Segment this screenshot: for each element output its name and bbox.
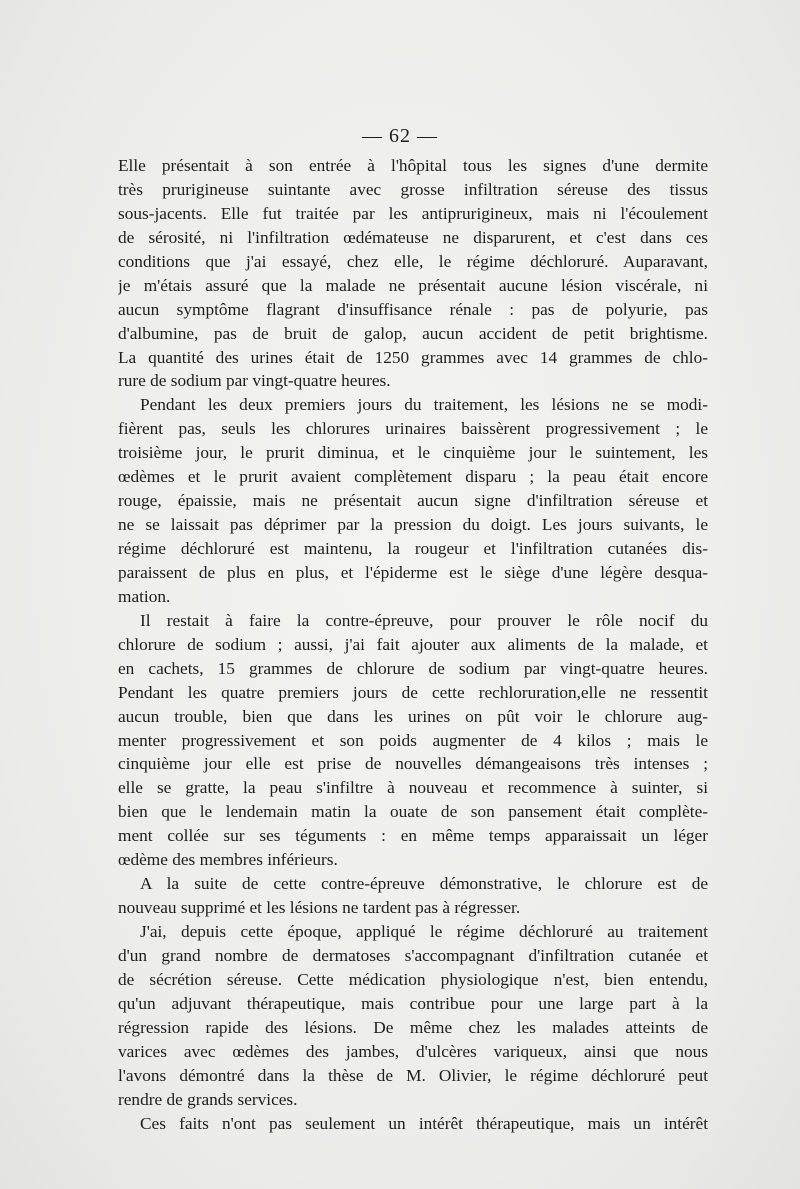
text-line: régression rapide des lésions. De même chez les malades atteints de [118,1017,708,1037]
text-line: régime déchloruré est maintenu, la rougeur et l'infiltration cutanées dis- [118,539,708,558]
text-line: chlorure de sodium ; aussi, j'ai fait ajouter aux aliments de la malade, et [118,634,708,654]
text-line: Ces faits n'ont pas seulement un intérêt thérapeutique, mais un intérêt [140,1113,708,1133]
text-line: qu'un adjuvant thérapeutique, mais contribue pour une large part à la [118,993,708,1013]
text-line: en cachets, 15 grammes de chlorure de sodium par vingt-quatre heures. [118,658,708,678]
text-line: Pendant les quatre premiers jours de cette rechloruration,elle ne ressentit [118,682,708,702]
text-line: rouge, épaissie, mais ne présentait aucun signe d'infiltration séreuse et [118,491,708,511]
text-line: bien que le lendemain matin la ouate de son pansement était complète- [118,802,708,822]
text-line: aucun trouble, bien que dans les urines on pût voir le chlorure aug- [118,706,708,726]
text-line: elle se gratte, la peau s'infiltre à nouveau et recommence à suinter, si [118,778,708,798]
text-line: conditions que j'ai essayé, chez elle, le régime déchloruré. Auparavant, [118,251,708,271]
text-line: varices avec œdèmes des jambes, d'ulcères variqueux, ainsi que nous [118,1041,708,1061]
text-line: œdème des membres inférieurs. [118,850,338,870]
text-line: l'avons démontré dans la thèse de M. Olivier, le régime déchloruré peut [118,1065,708,1085]
text-line: menter progressivement et son poids augmenter de 4 kilos ; mais le [118,730,708,750]
text-line: cinquième jour elle est prise de nouvelles démangeaisons très intenses ; [118,754,708,774]
text-line: sous-jacents. Elle fut traitée par les antiprurigineux, mais ni l'écoulement [118,203,708,223]
text-line: de sérosité, ni l'infiltration œdémateuse ne disparurent, et c'est dans ces [118,227,708,247]
text-line: d'albumine, pas de bruit de galop, aucun accident de petit brightisme. [118,323,708,343]
body-text [118,154,708,1135]
text-line: je m'étais assuré que la malade ne présentait aucune lésion viscérale, ni [118,275,708,295]
text-line: Pendant les deux premiers jours du traitement, les lésions ne se modi- [140,395,708,415]
text-line: de sécrétion séreuse. Cette médication physiologique n'est, bien entendu, [118,969,708,989]
text-line: paraissent de plus en plus, et l'épiderme est le siège d'une légère desqua- [118,562,708,582]
text-line: fièrent pas, seuls les chlorures urinaires baissèrent progressivement ; le [118,419,708,439]
text-line: Il restait à faire la contre-épreuve, pour prouver le rôle nocif du [140,610,708,630]
text-line: aucun symptôme flagrant d'insuffisance rénale : pas de polyurie, pas [118,299,708,319]
text-line: A la suite de cette contre-épreuve démonstrative, le chlorure est de [140,874,708,894]
text-line: mation. [118,586,171,606]
text-line: troisième jour, le prurit diminua, et le cinquième jour le suintement, les [118,443,708,463]
text-line: ne se laissait pas déprimer par la pression du doigt. Les jours suivants, le [118,515,708,535]
text-line: rendre de grands services. [118,1089,298,1109]
text-line: J'ai, depuis cette époque, appliqué le régime déchloruré au traitement [140,922,708,941]
text-line: La quantité des urines était de 1250 grammes avec 14 grammes de chlo- [118,347,708,367]
text-line: rure de sodium par vingt-quatre heures. [118,371,391,391]
text-line: d'un grand nombre de dermatoses s'accompagnant d'infiltration cutanée et [118,945,708,965]
page-number: — 62 — [362,125,438,147]
text-line: ment collée sur ses téguments : en même temps apparaissait un léger [118,826,708,846]
text-line: nouveau supprimé et les lésions ne tardent pas à régresser. [118,898,521,918]
text-line: Elle présentait à son entrée à l'hôpital tous les signes d'une dermite [118,156,708,175]
text-line: très prurigineuse suintante avec grosse infiltration séreuse des tissus [118,179,708,199]
text-line: œdèmes et le prurit avaient complètement disparu ; la peau était encore [118,467,708,487]
